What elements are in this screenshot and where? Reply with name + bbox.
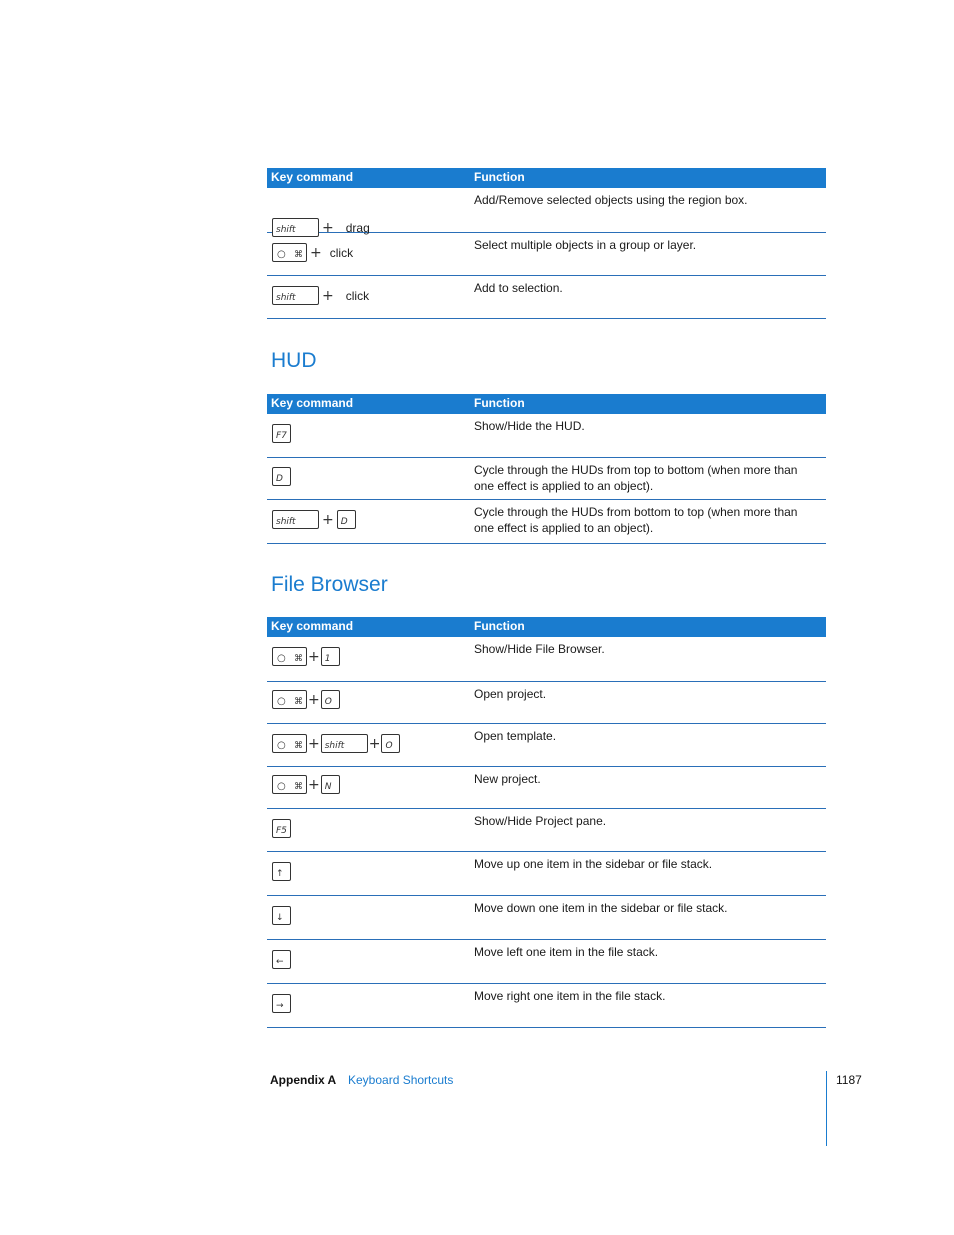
function-text: Add to selection. bbox=[474, 281, 563, 295]
plus-sign: + bbox=[308, 648, 320, 665]
table-row bbox=[267, 940, 826, 984]
section-title-hud: HUD bbox=[271, 349, 317, 372]
table-row bbox=[267, 896, 826, 940]
table-row bbox=[267, 637, 826, 682]
d-key: D bbox=[337, 510, 356, 529]
function-text: Cycle through the HUDs from top to bottom (when more than one effect is applied to an object). bbox=[474, 463, 798, 493]
plus-sign: + bbox=[308, 776, 320, 793]
page-number: 1187 bbox=[836, 1073, 862, 1087]
function-text: Show/Hide the HUD. bbox=[474, 419, 585, 433]
function-text: Move left one item in the file stack. bbox=[474, 945, 659, 959]
key-combo bbox=[272, 647, 340, 666]
selection-shortcuts-table bbox=[267, 168, 826, 319]
left-arrow-icon: ← bbox=[276, 957, 284, 967]
function-text: New project. bbox=[474, 772, 541, 786]
table-row bbox=[267, 852, 826, 896]
key-combo bbox=[272, 286, 369, 305]
up-arrow-icon: ↑ bbox=[276, 869, 284, 879]
o-key: O bbox=[381, 734, 400, 753]
table-row bbox=[267, 682, 826, 724]
file-browser-shortcuts-table bbox=[267, 617, 826, 1028]
function-text: Show/Hide Project pane. bbox=[474, 814, 607, 828]
right-arrow-key bbox=[272, 994, 291, 1013]
command-key bbox=[272, 734, 307, 753]
key-combo bbox=[272, 819, 291, 838]
apple-icon: ○ bbox=[277, 781, 286, 792]
f5-key: F5 bbox=[272, 819, 291, 838]
command-icon: ⌘ bbox=[294, 250, 303, 260]
footer-divider bbox=[826, 1071, 827, 1146]
command-icon: ⌘ bbox=[294, 782, 303, 792]
key-combo bbox=[272, 243, 353, 262]
table-header bbox=[267, 617, 826, 637]
key-combo bbox=[272, 906, 291, 925]
header-function: Function bbox=[474, 170, 525, 184]
command-icon: ⌘ bbox=[294, 654, 303, 664]
plus-sign: + bbox=[368, 735, 381, 752]
plus-sign: + bbox=[310, 244, 322, 261]
1-key: 1 bbox=[321, 647, 340, 666]
function-text: Move up one item in the sidebar or file stack. bbox=[474, 857, 713, 871]
plus-sign: + bbox=[322, 219, 334, 236]
left-arrow-key bbox=[272, 950, 291, 969]
header-key-command: Key command bbox=[271, 396, 354, 410]
table-row bbox=[267, 188, 826, 236]
key-combo bbox=[272, 994, 291, 1013]
action-text: click bbox=[329, 245, 354, 260]
down-arrow-icon: ↓ bbox=[276, 913, 284, 923]
hud-shortcuts-table bbox=[267, 394, 826, 544]
key-combo bbox=[272, 775, 340, 794]
key-combo bbox=[272, 510, 356, 529]
plus-sign: + bbox=[308, 691, 320, 708]
function-text: Show/Hide File Browser. bbox=[474, 642, 605, 656]
function-text: Open template. bbox=[474, 729, 557, 743]
key-combo bbox=[272, 467, 291, 486]
shift-key: shift bbox=[272, 286, 319, 305]
key-combo bbox=[272, 950, 291, 969]
command-key bbox=[272, 647, 307, 666]
apple-icon: ○ bbox=[277, 249, 286, 260]
command-key bbox=[272, 775, 307, 794]
header-function: Function bbox=[474, 396, 525, 410]
function-text: Add/Remove selected objects using the region box. bbox=[474, 193, 748, 207]
shift-key: shift bbox=[272, 218, 319, 237]
table-row bbox=[267, 809, 826, 852]
table-row bbox=[267, 233, 826, 276]
table-row bbox=[267, 414, 826, 458]
table-header bbox=[267, 394, 826, 414]
table-row bbox=[267, 767, 826, 809]
function-text: Move right one item in the file stack. bbox=[474, 989, 666, 1003]
action-text: click bbox=[345, 288, 370, 303]
apple-icon: ○ bbox=[277, 740, 286, 751]
apple-icon: ○ bbox=[277, 696, 286, 707]
footer-chapter-link[interactable]: Keyboard Shortcuts bbox=[348, 1073, 454, 1087]
command-icon: ⌘ bbox=[294, 697, 303, 707]
key-combo bbox=[272, 734, 400, 753]
plus-sign: + bbox=[322, 511, 334, 528]
key-combo bbox=[272, 862, 291, 881]
table-row bbox=[267, 458, 826, 500]
key-combo bbox=[272, 424, 291, 443]
header-key-command: Key command bbox=[271, 619, 354, 633]
n-key: N bbox=[321, 775, 340, 794]
shift-key: shift bbox=[272, 510, 319, 529]
footer-appendix: Appendix A bbox=[270, 1073, 337, 1087]
table-row bbox=[267, 724, 826, 767]
table-row bbox=[267, 500, 826, 544]
section-title-file-browser: File Browser bbox=[271, 573, 388, 596]
up-arrow-key bbox=[272, 862, 291, 881]
f7-key: F7 bbox=[272, 424, 291, 443]
header-key-command: Key command bbox=[271, 170, 354, 184]
plus-sign: + bbox=[322, 287, 334, 304]
shift-key: shift bbox=[321, 734, 368, 753]
d-key: D bbox=[272, 467, 291, 486]
o-key: O bbox=[321, 690, 340, 709]
header-function: Function bbox=[474, 619, 525, 633]
down-arrow-key bbox=[272, 906, 291, 925]
right-arrow-icon: → bbox=[276, 1001, 284, 1011]
command-icon: ⌘ bbox=[294, 741, 303, 751]
action-text: drag bbox=[345, 220, 370, 235]
function-text: Move down one item in the sidebar or file stack. bbox=[474, 901, 728, 915]
function-text: Open project. bbox=[474, 687, 547, 701]
function-text: Select multiple objects in a group or layer. bbox=[474, 238, 697, 252]
function-text: Cycle through the HUDs from bottom to top (when more than one effect is applied to an object). bbox=[474, 505, 798, 535]
key-combo bbox=[272, 690, 340, 709]
table-header bbox=[267, 168, 826, 188]
command-key bbox=[272, 690, 307, 709]
table-row bbox=[267, 276, 826, 319]
command-key bbox=[272, 243, 307, 262]
plus-sign: + bbox=[308, 735, 320, 752]
apple-icon: ○ bbox=[277, 653, 286, 664]
table-row bbox=[267, 984, 826, 1028]
